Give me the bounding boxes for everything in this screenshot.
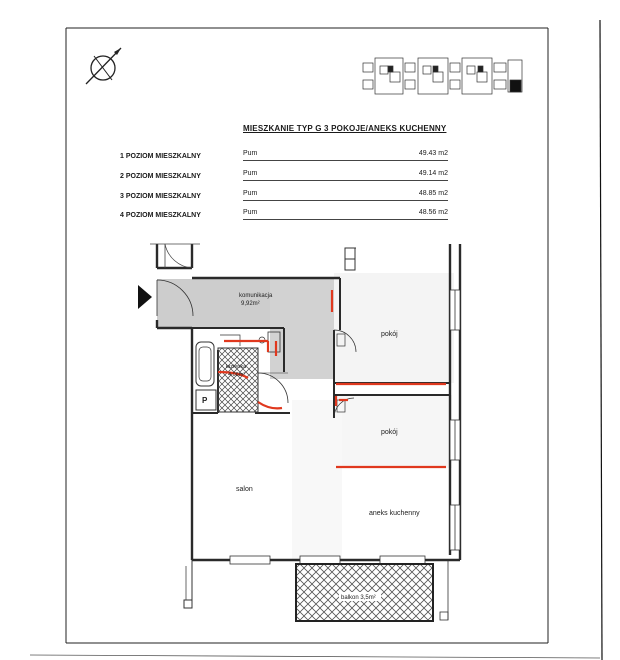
salon-blur-fill (292, 400, 342, 560)
label-salon: salon (236, 486, 253, 493)
level-1-name: 1 POZIOM MIESZKALNY (120, 153, 201, 160)
level-4-area: 48.56 m2 (418, 209, 448, 216)
windows-right (450, 290, 460, 550)
windows-bottom (230, 556, 425, 564)
label-parking: P (202, 396, 208, 405)
level-3-name: 3 POZIOM MIESZKALNY (120, 193, 201, 200)
label-aneks: aneks kuchenny (369, 510, 420, 517)
level-4-label: Pum (243, 209, 258, 216)
entrance-arrow-icon (138, 285, 152, 309)
label-pokoj-top: pokój (381, 331, 398, 338)
level-4-rule (243, 219, 448, 220)
bathroom-tiles (218, 348, 258, 412)
level-3-label: Pum (243, 190, 258, 197)
label-lazienka: łazienka (226, 364, 247, 370)
level-4-name: 4 POZIOM MIESZKALNY (120, 212, 201, 219)
level-3-area: 48.85 m2 (418, 190, 448, 197)
apartment-title: MIESZKANIE TYP G 3 POKOJE/ANEKS KUCHENNY (243, 124, 447, 133)
key-plan-thumbnail (363, 58, 522, 94)
scan-bottom-edge (30, 655, 600, 658)
level-1-label: Pum (243, 150, 258, 157)
level-2-name: 2 POZIOM MIESZKALNY (120, 173, 201, 180)
level-2-rule (243, 180, 448, 181)
level-1-rule (243, 160, 448, 161)
level-2-area: 49.14 m2 (418, 170, 448, 177)
label-komunikacja-area: 9,92m² (241, 301, 260, 307)
level-2-label: Pum (243, 170, 258, 177)
scan-edge-line (600, 20, 602, 660)
north-arrow-icon (86, 48, 121, 84)
level-3-rule (243, 200, 448, 201)
label-komunikacja: komunikacja (239, 293, 273, 299)
label-balkon: balkon 3,5m² (341, 595, 376, 601)
level-1-area: 49.43 m2 (418, 150, 448, 157)
label-pokoj-mid: pokój (381, 429, 398, 436)
room-pokoj-top-fill (334, 273, 454, 383)
label-lazienka-area: 4,06m² (228, 372, 246, 378)
